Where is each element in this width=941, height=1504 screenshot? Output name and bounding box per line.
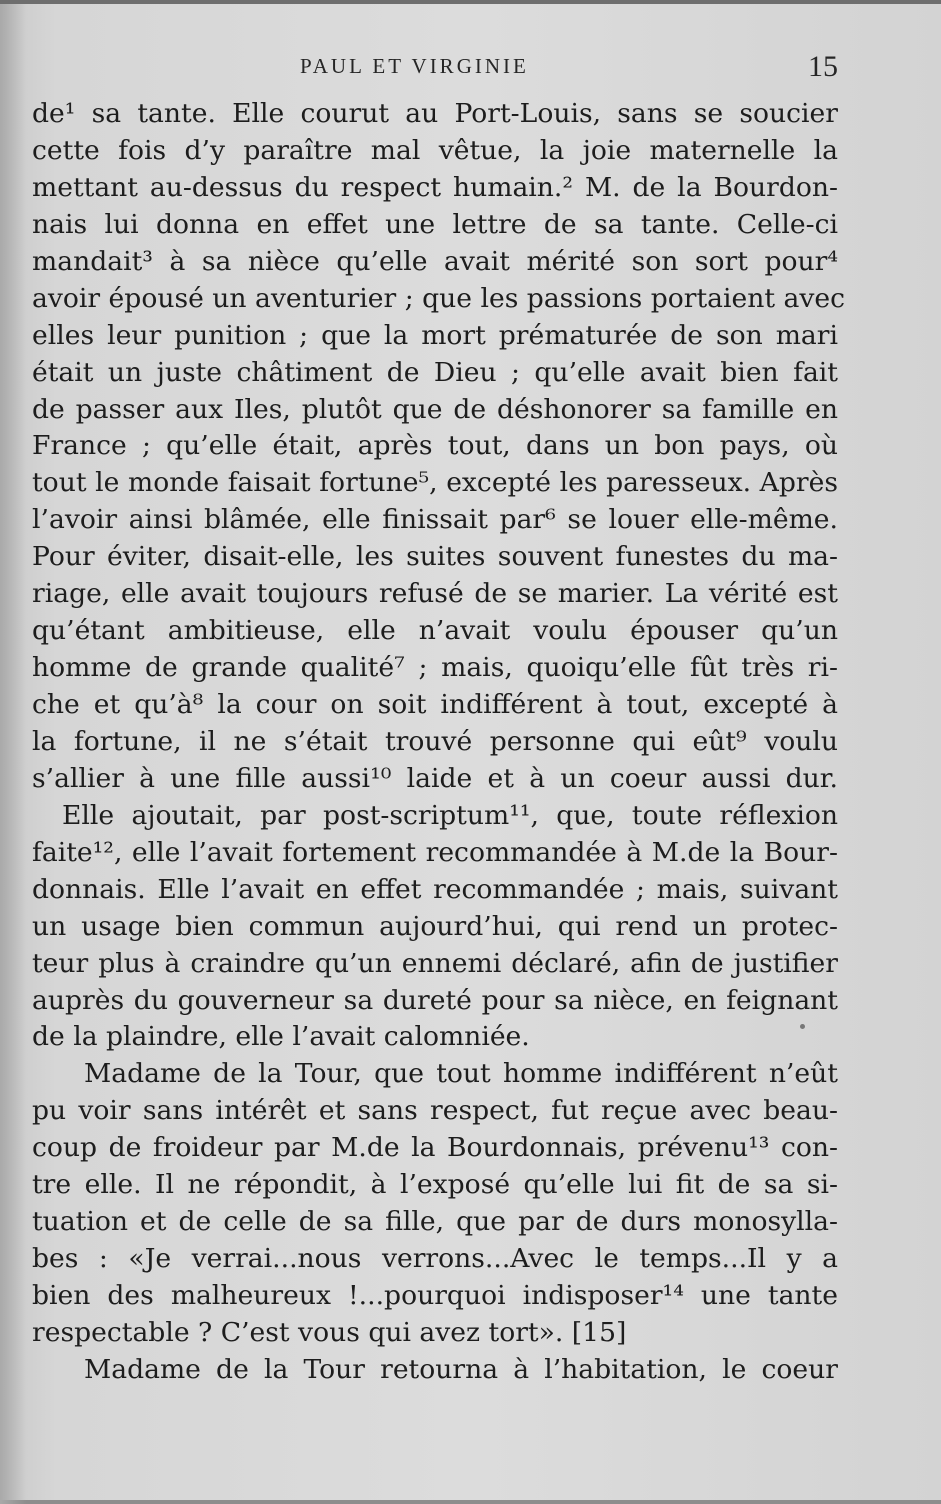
text-line: de¹ sa tante. Elle courut au Port-Louis, sans se soucier [32,98,838,129]
text-line: riage, elle avait toujours refusé de se marier. La vérité est [32,578,838,610]
text-line: faite¹², elle l’avait fortement recommandée à M.de la Bour- [32,836,838,868]
text-line: tre elle. Il ne répondit, à l’exposé qu’elle lui fit de sa si- [32,1169,838,1201]
text-line: mettant au-dessus du respect humain.² M. de la Bourdon- [32,171,838,203]
text-line: Elle ajoutait, par post-scriptum¹¹, que, toute réflexion [62,799,838,831]
text-line: un usage bien commun aujourd’hui, qui rend un protec- [32,910,838,942]
text-line: coup de froideur par M.de la Bourdonnais, prévenu¹³ con- [32,1132,838,1164]
text-line: tout le monde faisait fortune⁵, excepté les paresseux. Après [32,467,838,499]
text-line: l’avoir ainsi blâmée, elle finissait par⁶ se louer elle-même. [32,504,838,536]
text-line: homme de grande qualité⁷ ; mais, quoiqu’elle fût très ri- [32,652,838,684]
text-line: Madame de la Tour, que tout homme indifférent n’eût [84,1058,838,1090]
text-line: Pour éviter, disait-elle, les suites souvent funestes du ma- [32,541,838,573]
text-line: nais lui donna en effet une lettre de sa tante. Celle-ci [32,208,838,240]
text-line: de la plaindre, elle l’avait calomniée. [32,1021,530,1053]
running-title: PAUL ET VIRGINIE [300,54,529,78]
text-line: bien des malheureux !...pourquoi indisposer¹⁴ une tante [32,1280,838,1311]
text-line: teur plus à craindre qu’un ennemi déclaré, afin de justifier [32,947,838,979]
text-line: cette fois d’y paraître mal vêtue, la joie maternelle la [32,134,838,166]
text-line: Madame de la Tour retourna à l’habitation, le coeur [84,1353,838,1385]
text-line: la fortune, il ne s’était trouvé personne qui eût⁹ voulu [32,725,838,757]
page-number: 15 [808,50,838,83]
text-line: auprès du gouverneur sa dureté pour sa nièce, en feignant [32,984,838,1016]
page-header [0,52,941,88]
text-line: s’allier à une fille aussi¹⁰ laide et à un coeur aussi dur. [32,762,838,794]
text-line: bes : «Je verrai...nous verrons...Avec le temps...Il y a [32,1243,838,1275]
text-line: tuation et de celle de sa fille, que par de durs monosylla- [32,1206,838,1238]
text-line: che et qu’à⁸ la cour on soit indifférent à tout, excepté à [32,689,838,720]
text-line: donnais. Elle l’avait en effet recommandée ; mais, suivant [32,873,838,905]
text-line: qu’étant ambitieuse, elle n’avait voulu épouser qu’un [32,615,838,647]
text-line: France ; qu’elle était, après tout, dans un bon pays, où [32,430,838,462]
text-line: mandait³ à sa nièce qu’elle avait mérité son sort pour⁴ [32,245,838,277]
text-line: de passer aux Iles, plutôt que de déshonorer sa famille en [32,393,838,425]
text-line: était un juste châtiment de Dieu ; qu’elle avait bien fait [32,356,838,388]
text-line: pu voir sans intérêt et sans respect, fut reçue avec beau- [32,1095,838,1127]
text-line: elles leur punition ; que la mort prématurée de son mari [32,319,838,351]
body-text [32,96,846,1389]
ink-speck [800,1024,805,1029]
text-line: avoir épousé un aventurier ; que les passions portaient avec [32,282,846,314]
text-line: respectable ? C’est vous qui avez tort». [15] [32,1316,627,1348]
page-edge-shadow [0,4,26,1504]
